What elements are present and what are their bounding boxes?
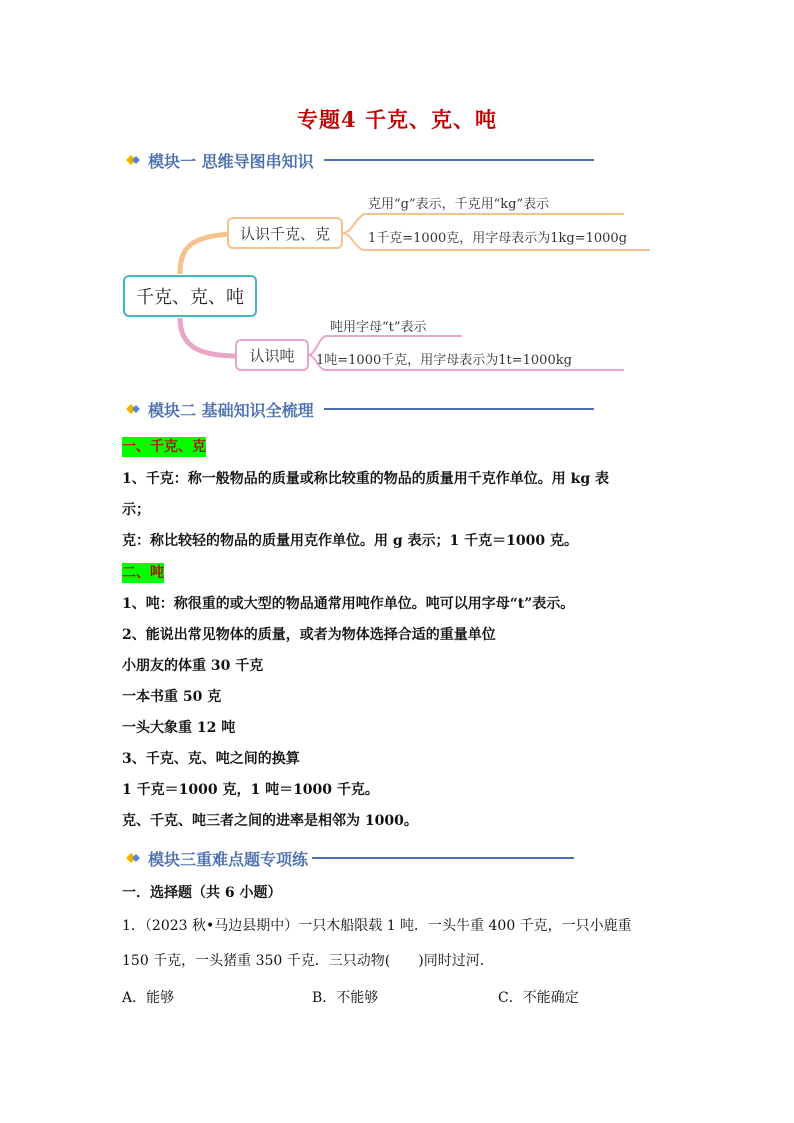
module-title: 模块一 思维导图串知识 xyxy=(148,151,314,171)
text-line: 1、千克：称一般物品的质量或称比较重的物品的质量用千克作单位。用 kg 表 xyxy=(122,471,609,487)
question-1-line-1: 1．（2023 秋•马边县期中）一只木船限载 1 吨．一头牛重 400 千克，一只小鹿重 xyxy=(122,918,632,934)
mindmap-branch-1-item-2: 1千克=1000克，用字母表示为1kg=1000g xyxy=(368,231,628,246)
module-title: 模块二 基础知识全梳理 xyxy=(148,400,314,420)
text-line: 一头大象重 12 吨 xyxy=(122,720,236,736)
connector-branch-2 xyxy=(180,318,238,356)
text-line: 1 千克＝1000 克，1 吨＝1000 千克。 xyxy=(122,782,379,798)
question-1-line-2: 150 千克，一头猪重 350 千克．三只动物( )同时过河． xyxy=(122,953,494,969)
mind-map xyxy=(110,178,650,378)
mindmap-branch-2-item-2: 1吨=1000千克，用字母表示为1t=1000kg xyxy=(316,353,572,368)
highlighted-heading: 一、千克、克 xyxy=(122,439,206,455)
section-heading-2 xyxy=(122,562,164,582)
connector-branch-1 xyxy=(180,234,232,274)
module-header-3 xyxy=(122,846,574,870)
option-a: A．能够 xyxy=(122,990,175,1006)
text-line: 克：称比较轻的物品的质量用克作单位。用 g 表示；1 千克＝1000 克。 xyxy=(122,533,578,549)
diamond-bullet-icon xyxy=(122,152,144,168)
text-line: 示； xyxy=(122,502,150,518)
diamond-bullet-icon xyxy=(122,401,144,417)
quiz-section-title: 一．选择题（共 6 小题） xyxy=(122,885,282,901)
text-line: 小朋友的体重 30 千克 xyxy=(122,658,264,674)
module-rule xyxy=(312,857,574,859)
mindmap-branch-1-item-1: 克用“g”表示，千克用“kg”表示 xyxy=(368,197,550,212)
module-header-1 xyxy=(122,148,594,172)
page-title: 专题4 千克、克、吨 xyxy=(297,107,497,132)
mindmap-branch-2-item-1: 吨用字母“t”表示 xyxy=(330,320,427,335)
module-header-2 xyxy=(122,397,594,421)
mindmap-root-label: 千克、克、吨 xyxy=(136,287,244,308)
diamond-bullet-icon xyxy=(122,850,144,866)
text-line: 一本书重 50 克 xyxy=(122,689,222,705)
option-b: B．不能够 xyxy=(312,990,379,1006)
text-line: 1、吨：称很重的或大型的物品通常用吨作单位。吨可以用字母“t”表示。 xyxy=(122,596,575,612)
text-line: 2、能说出常见物体的质量，或者为物体选择合适的重量单位 xyxy=(122,627,496,643)
mindmap-branch-1-label: 认识千克、克 xyxy=(239,225,331,243)
text-line: 3、千克、克、吨之间的换算 xyxy=(122,751,300,767)
module-rule xyxy=(324,408,594,410)
highlighted-heading: 二、吨 xyxy=(122,565,164,581)
module-rule xyxy=(324,159,594,161)
option-c: C．不能确定 xyxy=(498,990,579,1006)
mindmap-branch-2-label: 认识吨 xyxy=(249,347,295,365)
section-heading-1 xyxy=(122,436,206,456)
module-title: 模块三重难点题专项练 xyxy=(148,849,309,869)
text-line: 克、千克、吨三者之间的进率是相邻为 1000。 xyxy=(122,813,418,829)
